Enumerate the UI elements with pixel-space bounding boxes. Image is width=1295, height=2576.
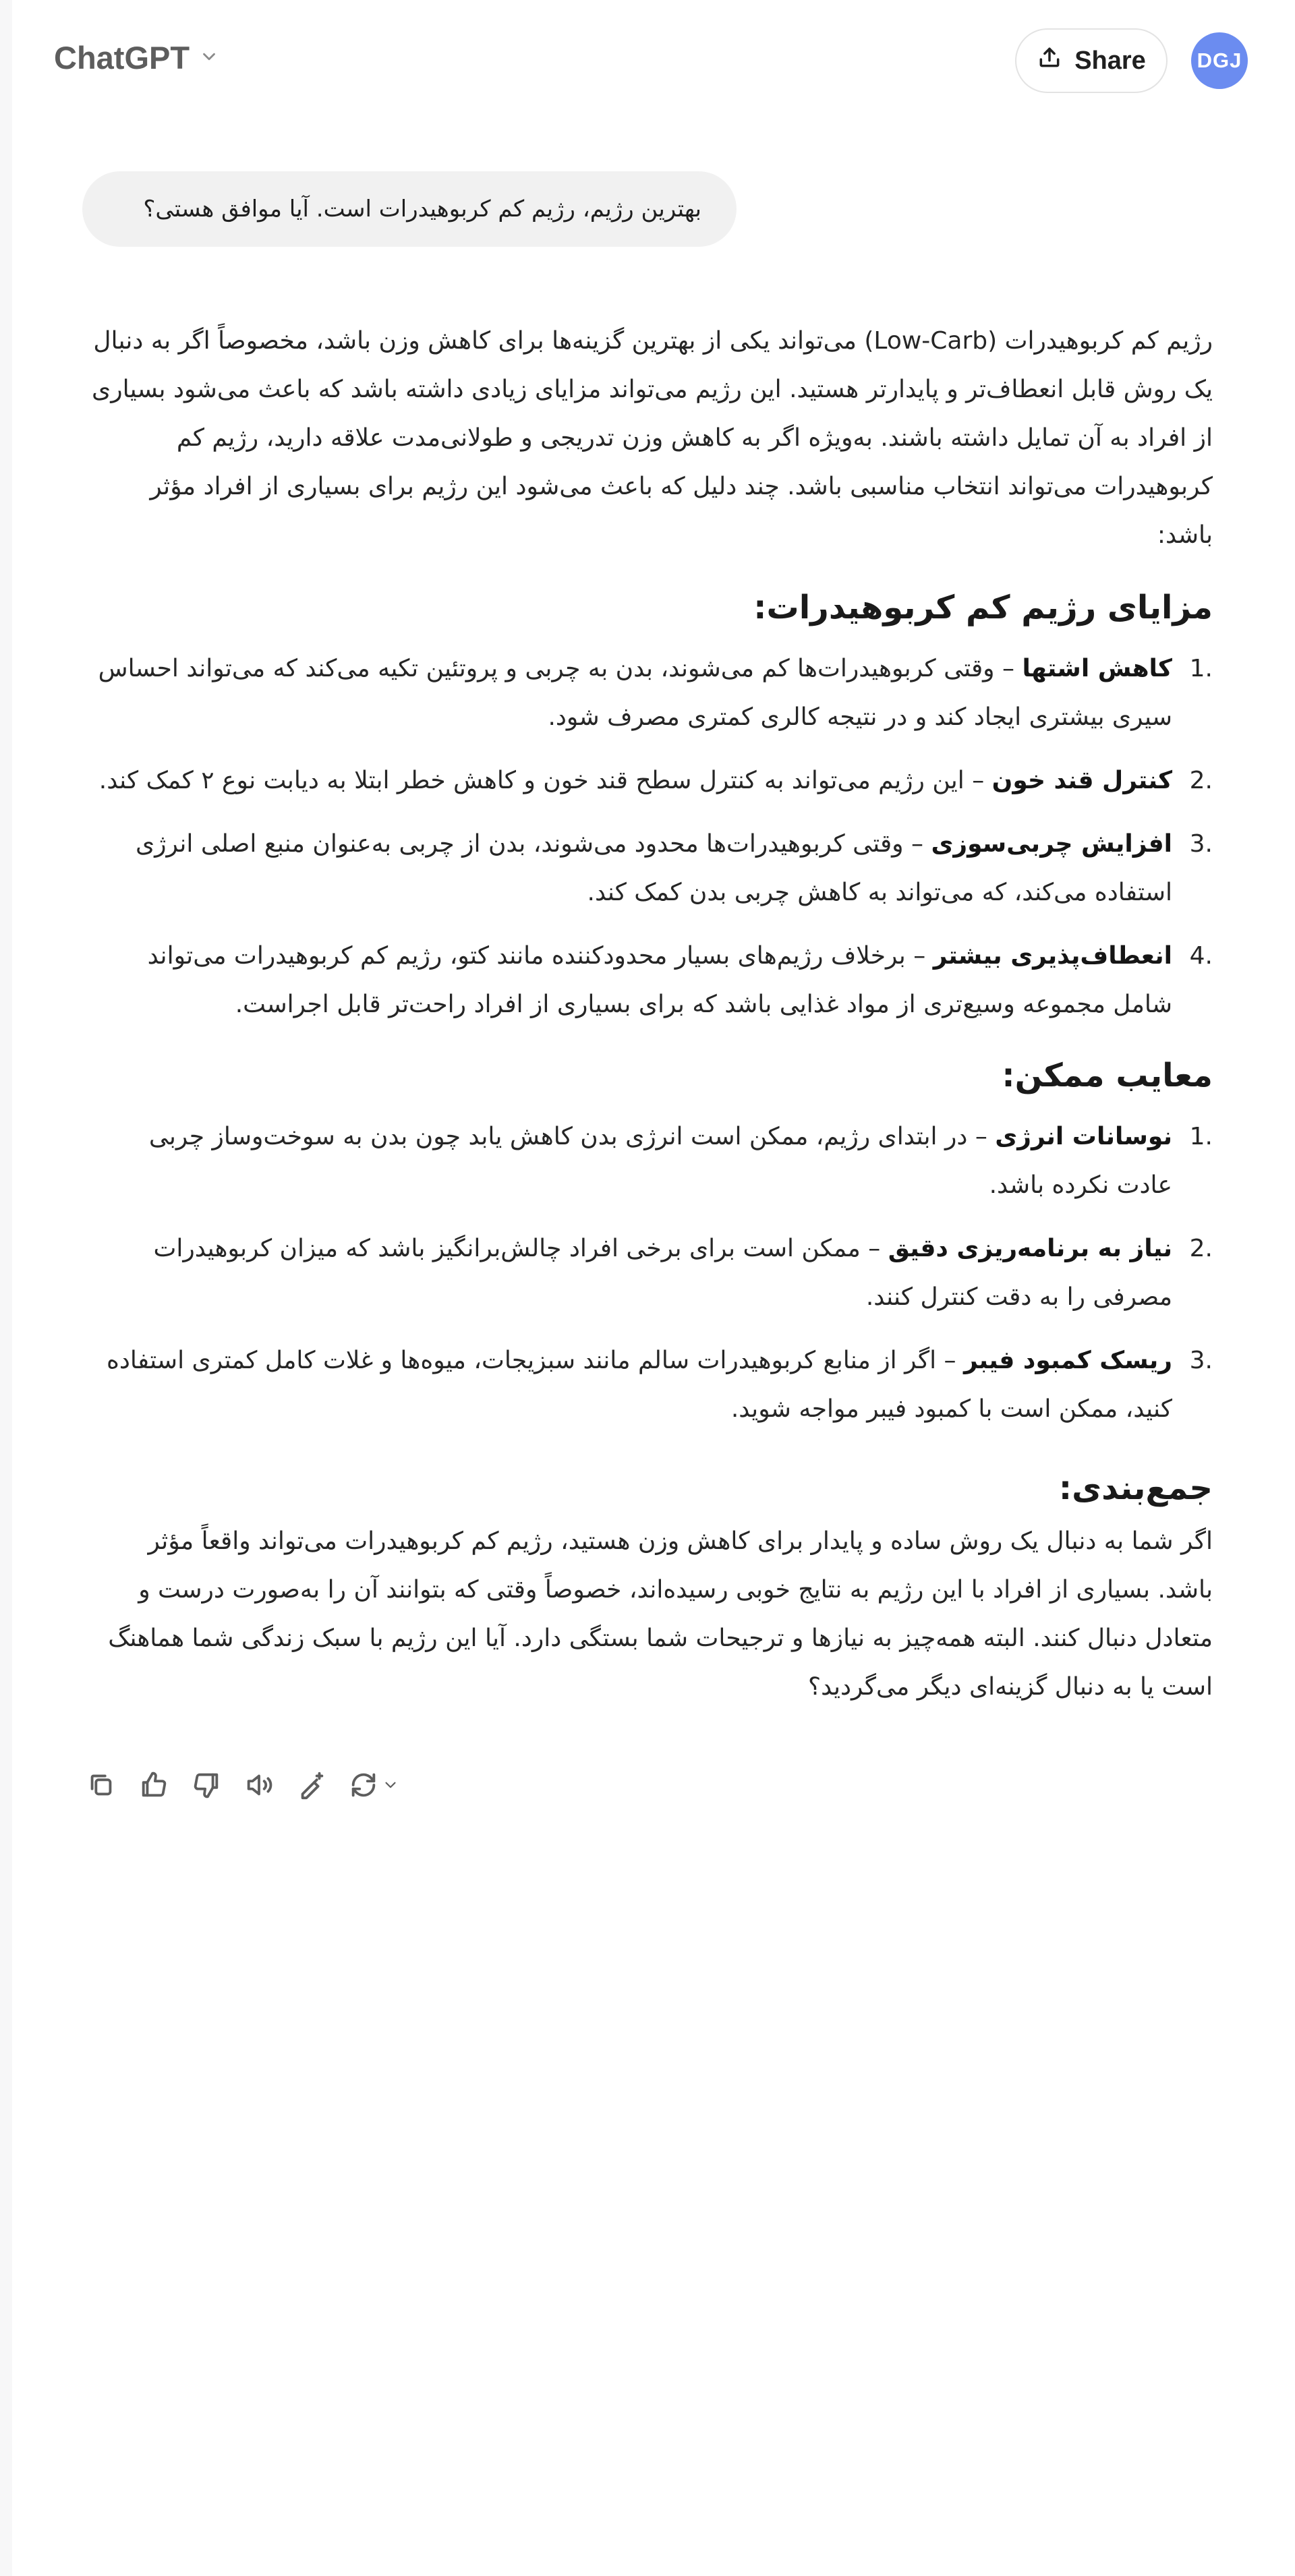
model-name: ChatGPT bbox=[54, 40, 190, 76]
list-item: 3. افزایش چربی‌سوزی – وقتی کربوهیدرات‌ها محدود می‌شوند، بدن از چربی به‌عنوان منبع اصلی انرژی استفاده می‌کند، که می‌تواند به کاهش چربی بدن کمک کند. bbox=[135, 830, 1213, 906]
regenerate-button[interactable] bbox=[347, 1767, 401, 1803]
list-item: 1. نوسانات انرژی – در ابتدای رژیم، ممکن است انرژی بدن کاهش یابد چون بدن به سوخت‌وساز چربی عادت نکرده باشد. bbox=[148, 1123, 1213, 1199]
drawbacks-list bbox=[88, 1113, 1213, 1434]
regenerate-icon bbox=[348, 1769, 379, 1801]
list-item: 2. نیاز به برنامه‌ریزی دقیق – ممکن است برای برخی افراد چالش‌برانگیز باشد که میزان کربوهیدرات مصرفی را به دقت کنترل کنند. bbox=[153, 1235, 1213, 1311]
message-actions bbox=[84, 1761, 418, 1809]
edit-sparkle-icon bbox=[296, 1769, 327, 1801]
share-button[interactable] bbox=[1015, 28, 1168, 93]
model-switcher[interactable] bbox=[54, 39, 219, 76]
drawbacks-heading: معایب ممکن: bbox=[1002, 1057, 1213, 1094]
copy-icon bbox=[86, 1769, 117, 1801]
summary-heading: جمع‌بندی: bbox=[1058, 1469, 1213, 1507]
list-item: 4. انعطاف‌پذیری بیشتر – برخلاف رژیم‌های بسیار محدودکننده مانند کتو، رژیم کم کربوهیدرات می‌تواند شامل مجموعه وسیع‌تری از مواد غذایی باشد که برای بسیاری از افراد راحت‌تر قابل اجراست. bbox=[147, 942, 1213, 1018]
list-item: 2. کنترل قند خون – این رژیم می‌تواند به کنترل سطح قند خون و کاهش خطر ابتلا به دیابت نوع ۲ کمک کند. bbox=[98, 767, 1213, 794]
upload-icon bbox=[1037, 45, 1062, 77]
list-item: 3. ریسک کمبود فیبر – اگر از منابع کربوهیدرات سالم مانند سبزیجات، میوه‌ها و غلات کامل کمتری استفاده کنید، ممکن است با کمبود فیبر مواجه شوید. bbox=[107, 1347, 1213, 1423]
chevron-down-icon bbox=[199, 47, 219, 69]
summary-paragraph: اگر شما به دنبال یک روش ساده و پایدار برای کاهش وزن هستید، رژیم کم کربوهیدرات می‌تواند واقعاً مؤثر باشد. بسیاری از افراد با این رژیم به نتایج خوبی رسیده‌اند، خصوصاً وقتی که بتوانند آن را به‌صورت درست و متعادل دنبال کنند. البته همه‌چیز به نیازها و ترجیحات شما بستگی دارد. آیا این رژیم با سبک زندگی شما هماهنگ است یا به دنبال گزینه‌ای دیگر می‌گردید؟ bbox=[108, 1527, 1213, 1701]
edit-sparkle-button[interactable] bbox=[294, 1767, 329, 1803]
thumbs-up-icon bbox=[138, 1769, 169, 1801]
intro-paragraph: رژیم کم کربوهیدرات (Low-Carb) می‌تواند یکی از بهترین گزینه‌ها برای کاهش وزن باشد، مخصوصاً اگر به دنبال یک روش قابل انعطاف‌تر و پایدارتر هستید. این رژیم می‌تواند مزایای زیادی داشته باشد که باعث می‌شود بسیاری از افراد به آن تمایل داشته باشند. به‌ویژه اگر به کاهش وزن تدریجی و طولانی‌مدت علاقه دارید، رژیم کم کربوهیدرات می‌تواند انتخاب مناسبی باشد. چند دلیل که باعث می‌شود این رژیم برای بسیاری از افراد مؤثر باشد: bbox=[92, 327, 1213, 549]
assistant-message bbox=[88, 317, 1213, 1711]
copy-button[interactable] bbox=[84, 1767, 119, 1803]
user-message-bubble: بهترین رژیم، رژیم کم کربوهیدرات است. آیا موافق هستی؟ bbox=[82, 171, 737, 247]
top-bar bbox=[0, 0, 1295, 121]
chevron-down-icon bbox=[382, 1776, 399, 1794]
read-aloud-button[interactable] bbox=[241, 1767, 277, 1803]
benefits-heading: مزایای رژیم کم کربوهیدرات: bbox=[753, 589, 1213, 626]
thumbs-down-icon bbox=[191, 1769, 222, 1801]
benefits-list bbox=[88, 645, 1213, 1029]
read-aloud-icon bbox=[243, 1769, 275, 1801]
thumbs-up-button[interactable] bbox=[136, 1767, 171, 1803]
avatar[interactable]: DGJ bbox=[1191, 32, 1248, 89]
share-label: Share bbox=[1074, 46, 1146, 75]
list-item: 1. کاهش اشتها – وقتی کربوهیدرات‌ها کم می‌شوند، بدن به چربی و پروتئین تکیه می‌کند که می‌تواند احساس سیری بیشتری ایجاد کند و در نتیجه کالری کمتری مصرف شود. bbox=[98, 655, 1213, 731]
sidebar-edge bbox=[0, 0, 12, 2576]
thumbs-down-button[interactable] bbox=[189, 1767, 224, 1803]
